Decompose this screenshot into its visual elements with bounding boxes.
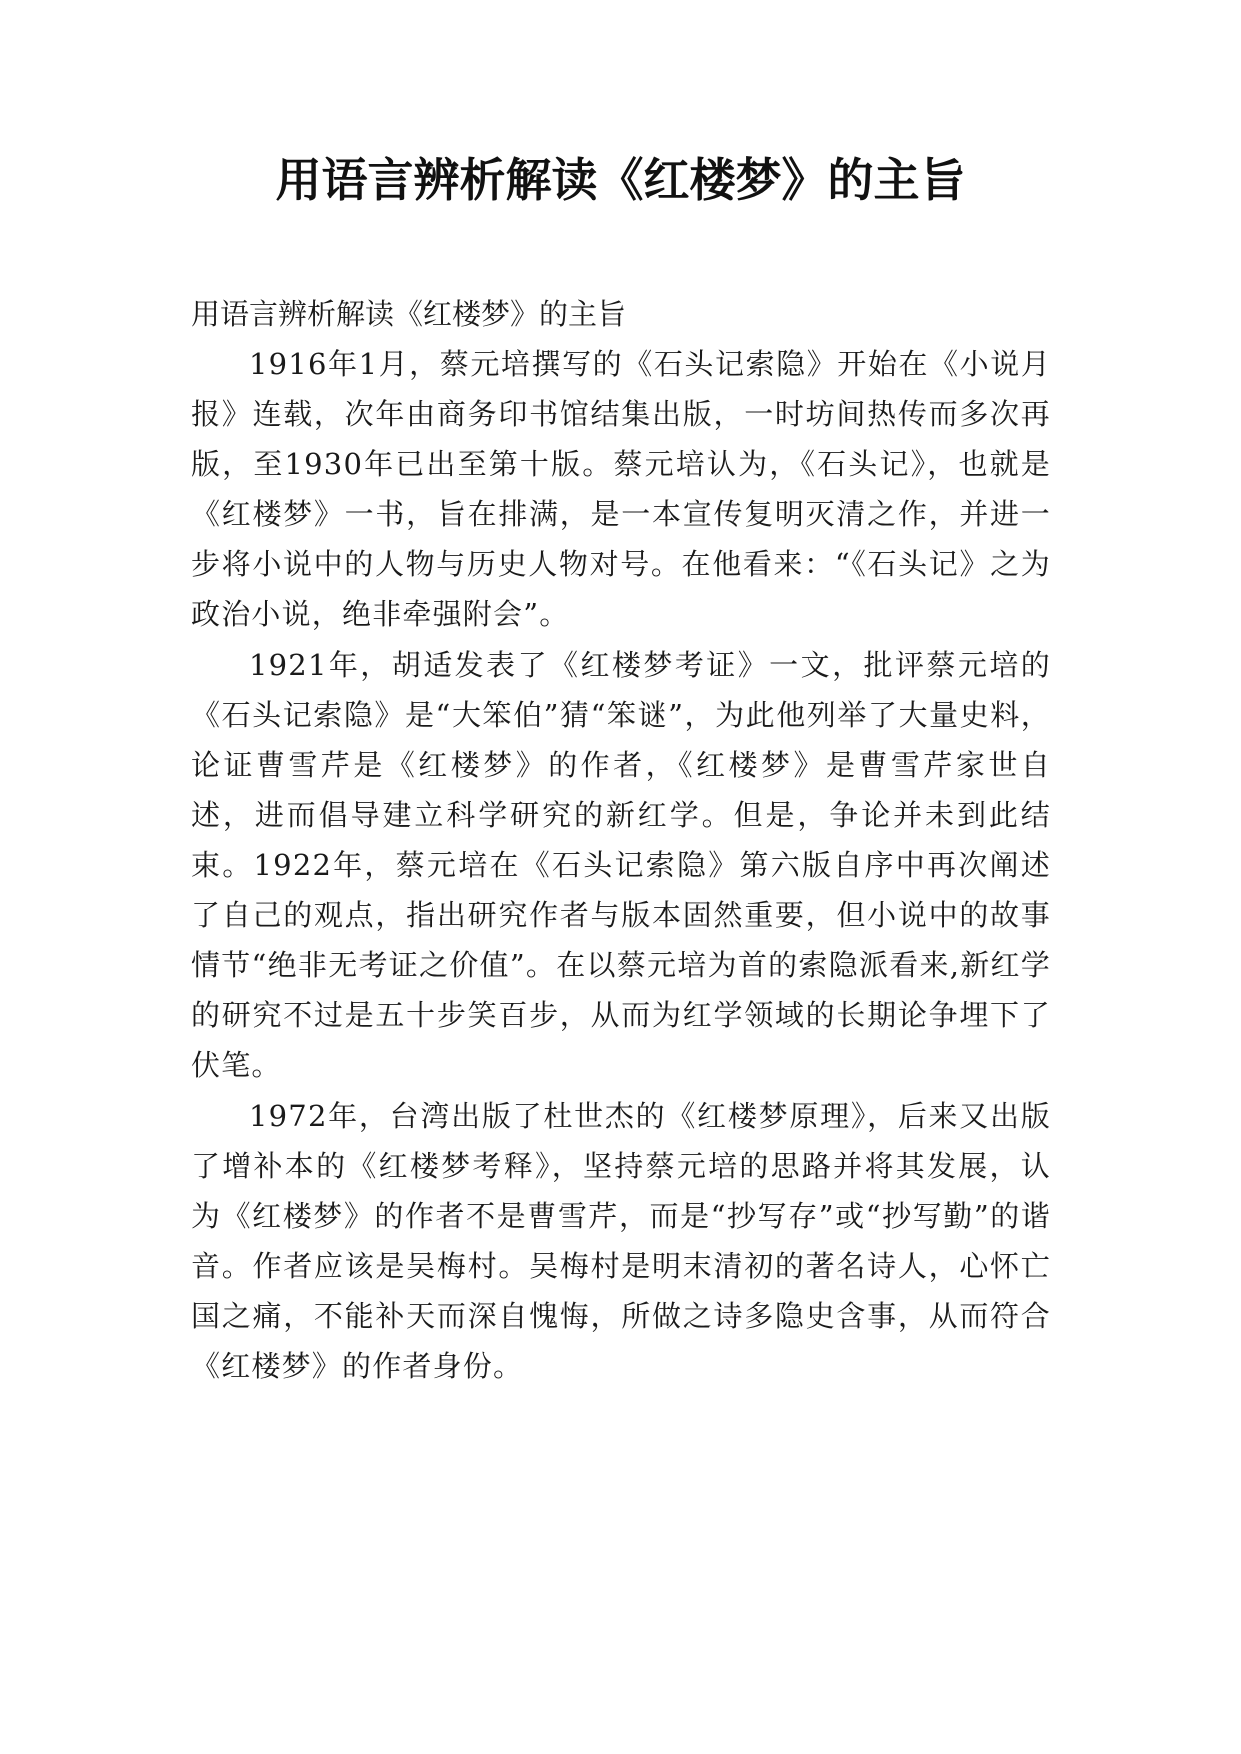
document-subtitle: 用语言辨析解读《红楼梦》的主旨 <box>191 297 627 331</box>
paragraph-3: 1972年，台湾出版了杜世杰的《红楼梦原理》，后来又出版了增补本的《红楼梦考释》，坚持蔡元培的思路并将其发展，认为《红楼梦》的作者不是曹雪芹，而是“抄写存”或“抄写勤”的谐音。作者应该是吴梅村。吴梅村是明末清初的著名诗人，心怀亡国之痛，不能补天而深自愧悔，所做之诗多隐史含事，从而符合《红楼梦》的作者身份。 <box>191 1099 1051 1383</box>
paragraph-2: 1921年，胡适发表了《红楼梦考证》一文，批评蔡元培的《石头记索隐》是“大笨伯”猜“笨谜”，为此他列举了大量史料，论证曹雪芹是《红楼梦》的作者，《红楼梦》是曹雪芹家世自述，进而倡导建立科学研究的新红学。但是，争论并未到此结束。1922年，蔡元培在《石头记索隐》第六版自序中再次阐述了自己的观点，指出研究作者与版本固然重要，但小说中的故事情节“绝非无考证之价值”。在以蔡元培为首的索隐派看来,新红学的研究不过是五十步笑百步，从而为红学领域的长期论争埋下了伏笔。 <box>191 648 1051 1082</box>
document-body <box>191 289 1051 1391</box>
paragraph-1: 1916年1月，蔡元培撰写的《石头记索隐》开始在《小说月报》连载，次年由商务印书馆结集出版，一时坊间热传而多次再版，至1930年已出至第十版。蔡元培认为，《石头记》，也就是《红楼梦》一书，旨在排满，是一本宣传复明灭清之作，并进一步将小说中的人物与历史人物对号。在他看来：“《石头记》之为政治小说，绝非牵强附会”。 <box>191 347 1051 631</box>
document-title: 用语言辨析解读《红楼梦》的主旨 <box>275 153 966 207</box>
